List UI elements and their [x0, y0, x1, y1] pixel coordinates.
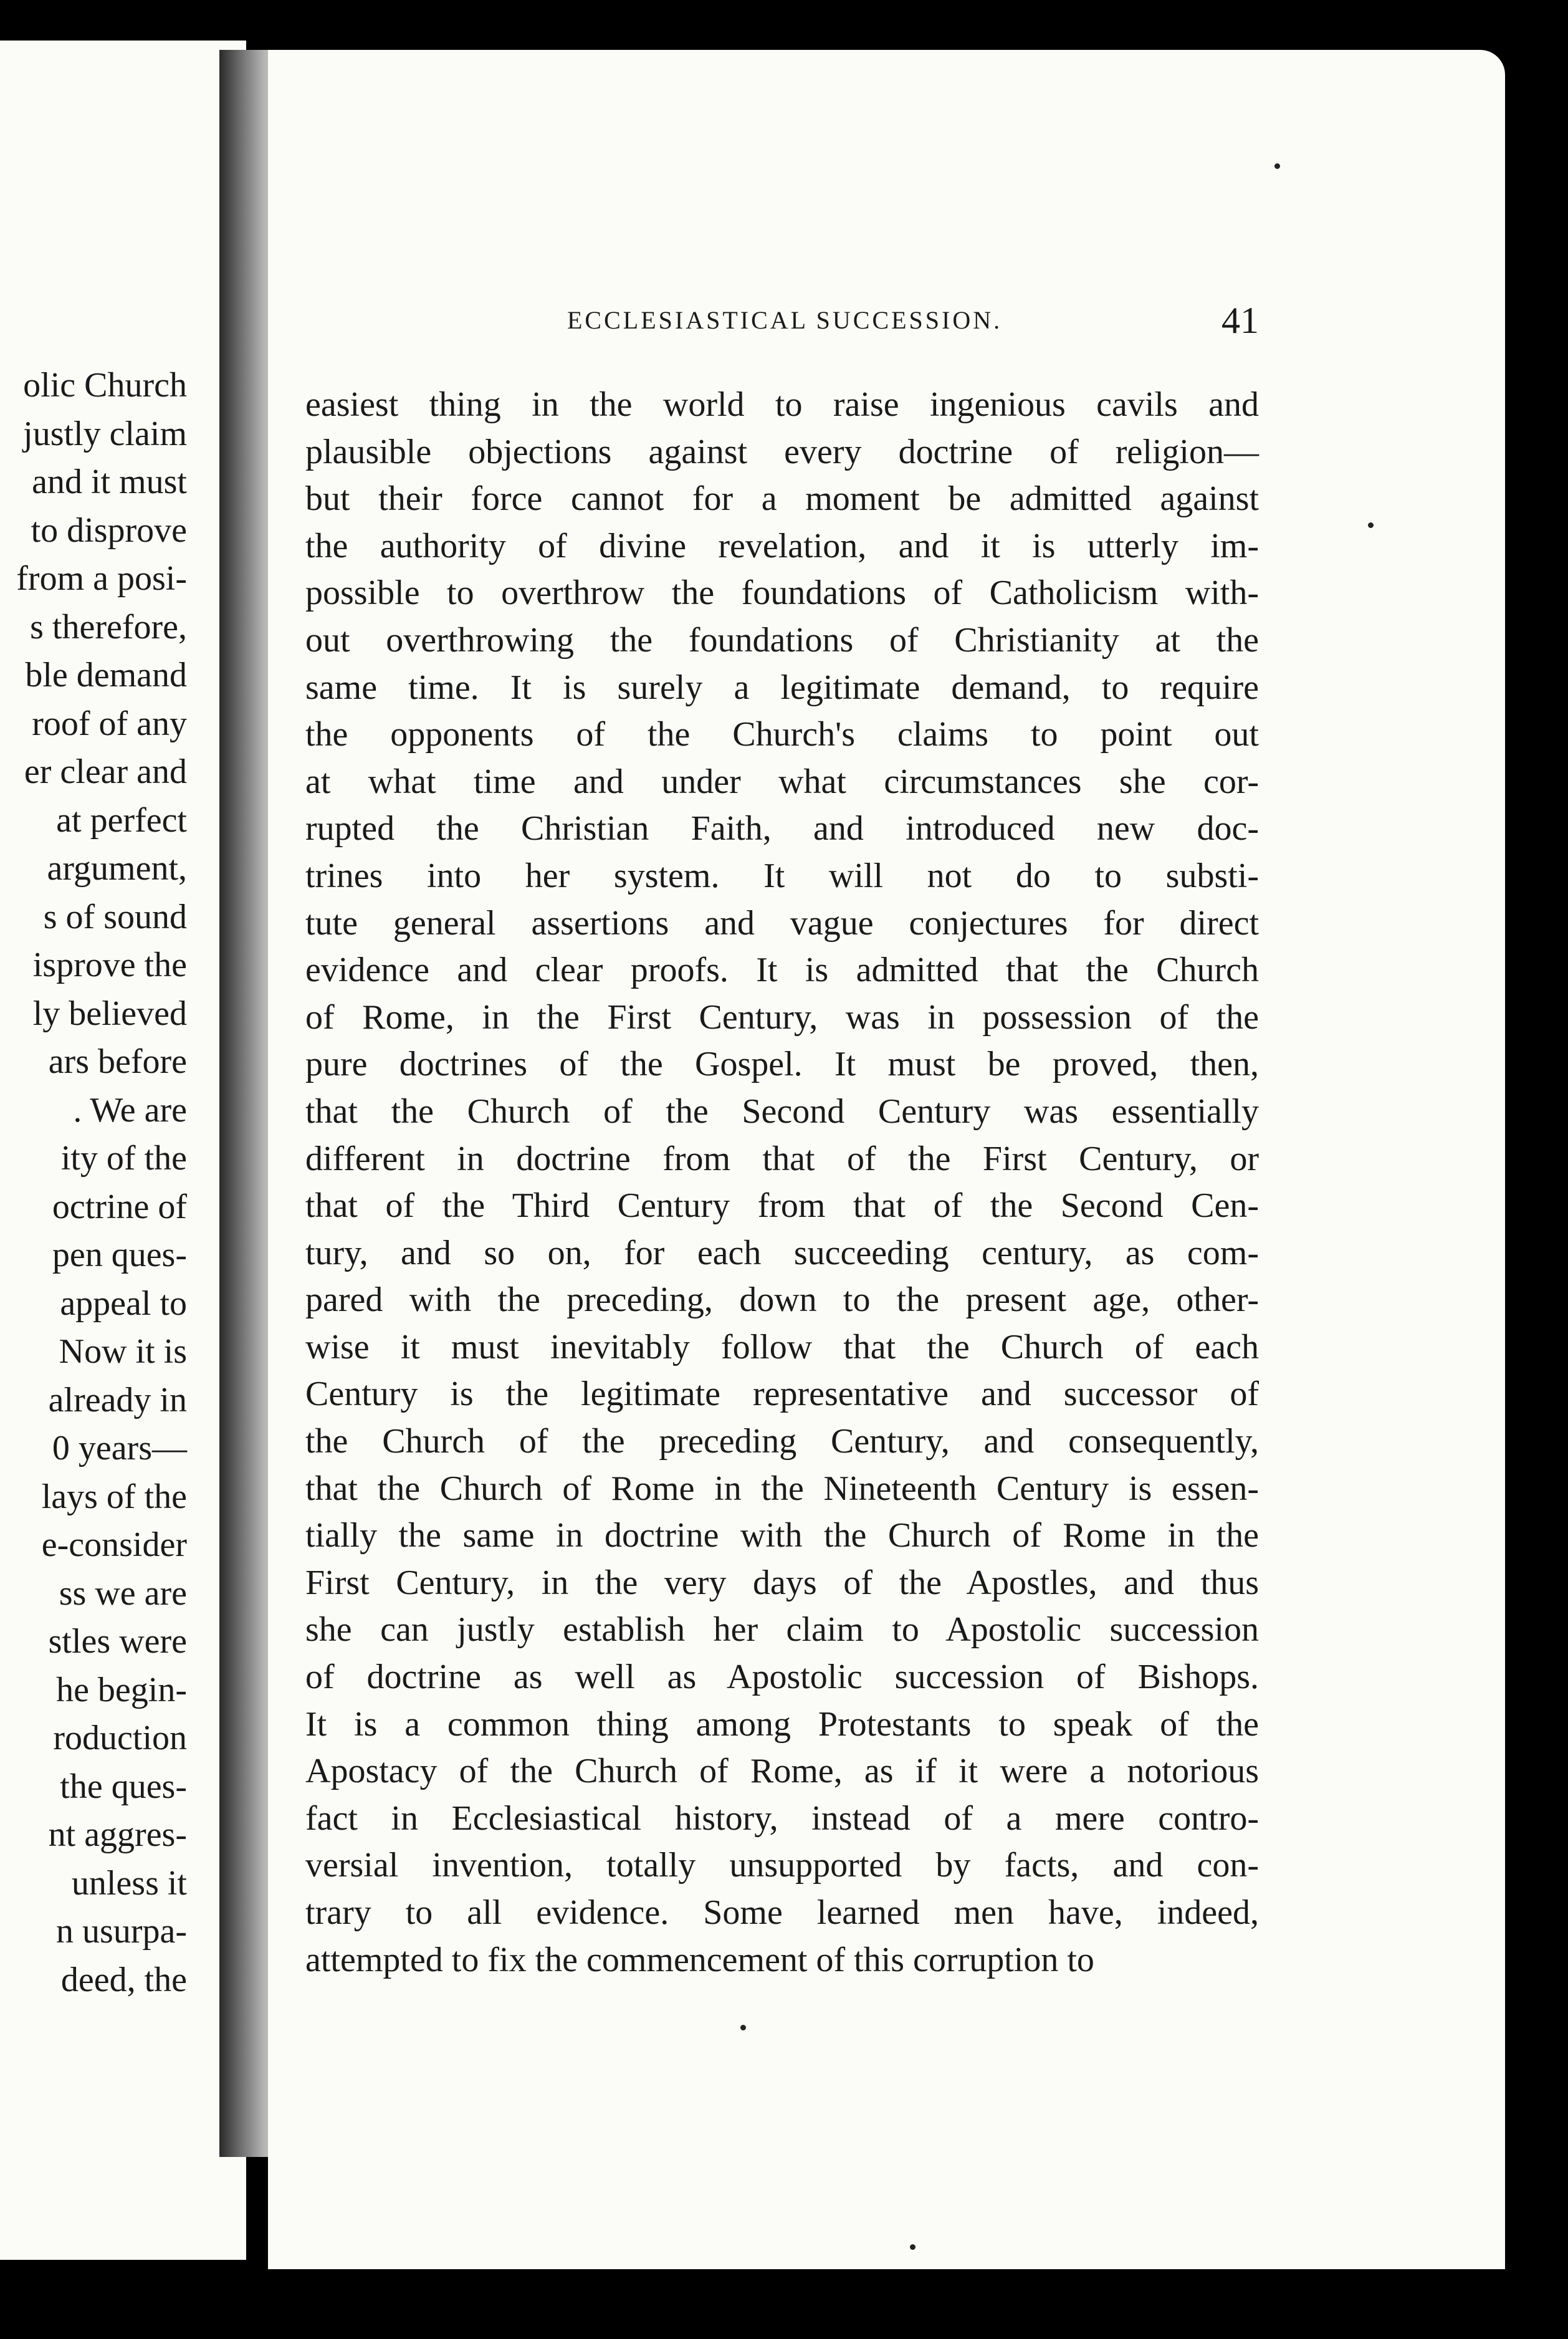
- body-line: First Century, in the very days of the Apostles, and thus: [305, 1563, 1259, 1602]
- body-line: possible to overthrow the foundations of Catholicism with-: [305, 574, 1259, 613]
- body-line: attempted to fix the commencement of this corruption to: [305, 1940, 1094, 1979]
- body-line: different in doctrine from that of the First Century, or: [305, 1139, 1259, 1178]
- left-page-line: n usurpa-: [56, 1912, 187, 1951]
- left-page-line: to disprove: [31, 511, 187, 550]
- body-line: plausible objections against every doctrine of religion—: [305, 432, 1259, 471]
- left-page-line: octrine of: [52, 1187, 187, 1226]
- body-line: rupted the Christian Faith, and introduced new doc-: [305, 809, 1259, 848]
- left-page-line: appeal to: [60, 1284, 187, 1323]
- page-number: 41: [1221, 300, 1259, 341]
- body-line: of doctrine as well as Apostolic succession of Bishops.: [305, 1658, 1259, 1697]
- left-page-line: olic Church: [23, 366, 187, 405]
- left-page-line: s therefore,: [30, 607, 187, 646]
- body-line: Century is the legitimate representative and successor of: [305, 1375, 1259, 1414]
- left-page-line: ly believed: [32, 994, 187, 1033]
- body-line: the opponents of the Church's claims to point out: [305, 715, 1259, 754]
- left-page-line: e-consider: [41, 1525, 187, 1564]
- left-page-line: roduction: [53, 1719, 187, 1757]
- speck: [1274, 163, 1280, 169]
- body-line: versial invention, totally unsupported by facts, and con-: [305, 1846, 1259, 1885]
- left-page-line: 0 years—: [52, 1429, 187, 1467]
- left-page-fragment: [0, 41, 246, 2260]
- left-page-line: the ques-: [60, 1767, 187, 1806]
- body-line: trines into her system. It will not do to substi-: [305, 856, 1259, 895]
- body-line: at what time and under what circumstances she cor-: [305, 762, 1259, 801]
- body-line: pure doctrines of the Gospel. It must be proved, then,: [305, 1045, 1259, 1084]
- left-page-line: ars before: [48, 1042, 187, 1081]
- left-page-line: roof of any: [32, 704, 187, 743]
- left-page-line: ity of the: [60, 1139, 187, 1178]
- speck: [740, 2025, 746, 2030]
- body-line: It is a common thing among Protestants to speak of the: [305, 1704, 1259, 1744]
- left-page-line: stles were: [48, 1622, 187, 1661]
- left-page-line: er clear and: [24, 752, 187, 791]
- left-page-line: lays of the: [41, 1477, 187, 1516]
- left-page-line: justly claim: [23, 414, 187, 453]
- left-page-line: nt aggres-: [48, 1815, 187, 1854]
- left-page-line: Now it is: [59, 1332, 187, 1371]
- left-page-line: unless it: [71, 1863, 187, 1903]
- body-line: trary to all evidence. Some learned men have, indeed,: [305, 1893, 1259, 1932]
- body-line: she can justly establish her claim to Apostolic succession: [305, 1610, 1259, 1650]
- page-header: [567, 299, 1271, 349]
- left-page-line: ss we are: [59, 1573, 187, 1613]
- body-line: Apostacy of the Church of Rome, as if it were a notorious: [305, 1752, 1259, 1791]
- speck: [1368, 522, 1374, 528]
- body-line: that the Church of the Second Century was essentially: [305, 1092, 1259, 1131]
- left-page-line: from a posi-: [16, 559, 187, 598]
- body-line: tially the same in doctrine with the Church of Rome in the: [305, 1516, 1259, 1555]
- body-line: of Rome, in the First Century, was in possession of the: [305, 997, 1259, 1037]
- body-line: evidence and clear proofs. It is admitted that the Church: [305, 951, 1259, 990]
- body-line: easiest thing in the world to raise ingenious cavils and: [305, 385, 1259, 424]
- left-page-line: deed, the: [60, 1960, 187, 1999]
- speck: [910, 2244, 915, 2250]
- body-line: same time. It is surely a legitimate demand, to require: [305, 668, 1259, 707]
- body-line: the authority of divine revelation, and it is utterly im-: [305, 526, 1259, 565]
- body-line: out overthrowing the foundations of Christianity at the: [305, 620, 1259, 660]
- left-page-line: argument,: [47, 849, 187, 888]
- body-line: that the Church of Rome in the Nineteenth Century is essen-: [305, 1469, 1259, 1508]
- left-page-line: . We are: [73, 1090, 187, 1130]
- body-line: pared with the preceding, down to the present age, other-: [305, 1280, 1259, 1320]
- left-page-line: at perfect: [56, 800, 187, 840]
- left-page-line: and it must: [32, 463, 187, 501]
- body-line: fact in Ecclesiastical history, instead of a mere contro-: [305, 1799, 1259, 1838]
- left-page-line: already in: [48, 1380, 187, 1419]
- body-line: but their force cannot for a moment be admitted against: [305, 479, 1259, 519]
- body-line: tury, and so on, for each succeeding century, as com-: [305, 1233, 1259, 1272]
- body-line: wise it must inevitably follow that the Church of each: [305, 1327, 1259, 1366]
- left-page-line: isprove the: [32, 946, 187, 984]
- body-text: [305, 382, 1259, 1984]
- running-head: ECCLESIASTICAL SUCCESSION.: [567, 306, 1003, 334]
- left-page-line: s of sound: [43, 897, 187, 936]
- body-line: the Church of the preceding Century, and consequently,: [305, 1422, 1259, 1461]
- left-page-line: ble demand: [25, 656, 187, 694]
- left-page-line: pen ques-: [52, 1236, 187, 1274]
- left-page-line: he begin-: [56, 1670, 187, 1709]
- body-line: that of the Third Century from that of the Second Cen-: [305, 1186, 1259, 1226]
- body-line: tute general assertions and vague conjectures for direct: [305, 903, 1259, 943]
